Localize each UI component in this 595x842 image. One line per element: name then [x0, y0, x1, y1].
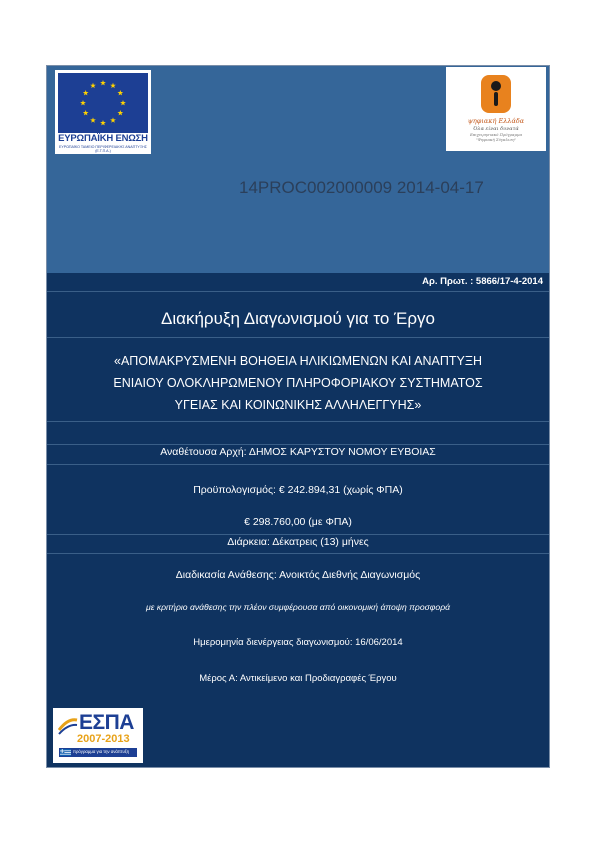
eu-star-icon	[90, 117, 96, 122]
divider	[47, 421, 549, 422]
divider	[47, 464, 549, 465]
eu-star-icon	[117, 110, 123, 115]
espa-logo	[53, 708, 143, 763]
tender-date: Ημερομηνία διενέργειας διαγωνισμού: 16/06/2014	[193, 637, 403, 648]
eu-logo-name: ΕΥΡΩΠΑΪΚΗ ΕΝΩΣΗ	[58, 133, 148, 144]
project-title-line: ΥΓΕΙΑΣ ΚΑΙ ΚΟΙΝΩΝΙΚΗΣ ΑΛΛΗΛΕΓΓΥΗΣ»	[174, 398, 422, 412]
cover-page	[46, 65, 550, 768]
protocol-stamp: 14PROC002000009 2014-04-17	[239, 178, 484, 197]
divider	[47, 444, 549, 445]
eu-star-icon	[110, 117, 116, 122]
greek-flag-icon	[60, 749, 71, 756]
project-title-line: ΕΝΙΑΙΟΥ ΟΛΟΚΛΗΡΩΜΕΝΟΥ ΠΛΗΡΟΦΟΡΙΑΚΟΥ ΣΥΣΤΗΜΑΤΟΣ	[113, 376, 483, 390]
espa-name: ΕΣΠΑ	[79, 711, 134, 734]
digital-greece-program-line: "Ψηφιακή Σύγκλιση"	[475, 136, 517, 142]
espa-motto: πρόγραμμα για την ανάπτυξη	[73, 749, 130, 754]
eu-logo	[55, 70, 151, 154]
divider	[47, 553, 549, 554]
duration: Διάρκεια: Δέκατρεις (13) μήνες	[227, 536, 369, 548]
award-criterion: με κριτήριο ανάθεσης την πλέον συμφέρουσα από οικονομική άποψη προσφορά	[145, 602, 451, 612]
digital-greece-program-line: Επιχειρησιακό Πρόγραμμα	[469, 132, 523, 137]
divider	[47, 534, 549, 535]
digital-greece-mark-icon	[478, 73, 514, 115]
award-procedure: Διαδικασία Ανάθεσης: Ανοικτός Διεθνής Διαγωνισμός	[175, 569, 421, 581]
contracting-authority: Αναθέτουσα Αρχή: ΔΗΜΟΣ ΚΑΡΥΣΤΟΥ ΝΟΜΟΥ ΕΥΒΟΙΑΣ	[160, 446, 436, 458]
eu-flag-icon	[58, 73, 148, 133]
eu-star-icon	[83, 90, 89, 95]
document-part: Μέρος Α: Αντικείμενο και Προδιαγραφές Έργου	[199, 673, 397, 684]
espa-strip	[59, 748, 137, 757]
eu-star-icon	[110, 83, 116, 88]
project-title	[47, 350, 549, 416]
document-title: Διακήρυξη Διαγωνισμού για το Έργο	[161, 309, 435, 328]
digital-greece-tagline: Όλα είναι δυνατά	[473, 126, 519, 132]
eu-star-icon	[90, 83, 96, 88]
eu-logo-fund: ΕΥΡΩΠΑΪΚΟ ΤΑΜΕΙΟ ΠΕΡΙΦΕΡΕΙΑΚΗΣ ΑΝΑΠΤΥΞΗΣ (Ε.Τ.Π.Α.)	[59, 145, 147, 153]
eu-star-icon	[117, 90, 123, 95]
espa-swoosh-icon	[58, 716, 78, 736]
eu-star-icon	[100, 80, 106, 85]
espa-years: 2007-2013	[77, 733, 130, 745]
eu-star-icon	[100, 120, 106, 125]
eu-star-icon	[83, 110, 89, 115]
budget: Προϋπολογισμός: € 242.894,31 (χωρίς ΦΠΑ)	[193, 484, 403, 496]
eu-star-icon	[120, 100, 126, 105]
digital-greece-program	[446, 133, 546, 142]
reference-number: Αρ. Πρωτ. : 5866/17-4-2014	[422, 276, 543, 287]
digital-greece-name: ψηφιακή Ελλάδα	[467, 117, 525, 125]
divider	[47, 337, 549, 338]
digital-greece-logo	[446, 67, 546, 151]
divider	[47, 291, 549, 292]
project-title-line: «ΑΠΟΜΑΚΡΥΣΜΕΝΗ ΒΟΗΘΕΙΑ ΗΛΙΚΙΩΜΕΝΩΝ ΚΑΙ ΑΝΑΠΤΥΞΗ	[114, 354, 482, 368]
budget-with-vat: € 298.760,00 (με ΦΠΑ)	[244, 516, 352, 528]
eu-star-icon	[80, 100, 86, 105]
